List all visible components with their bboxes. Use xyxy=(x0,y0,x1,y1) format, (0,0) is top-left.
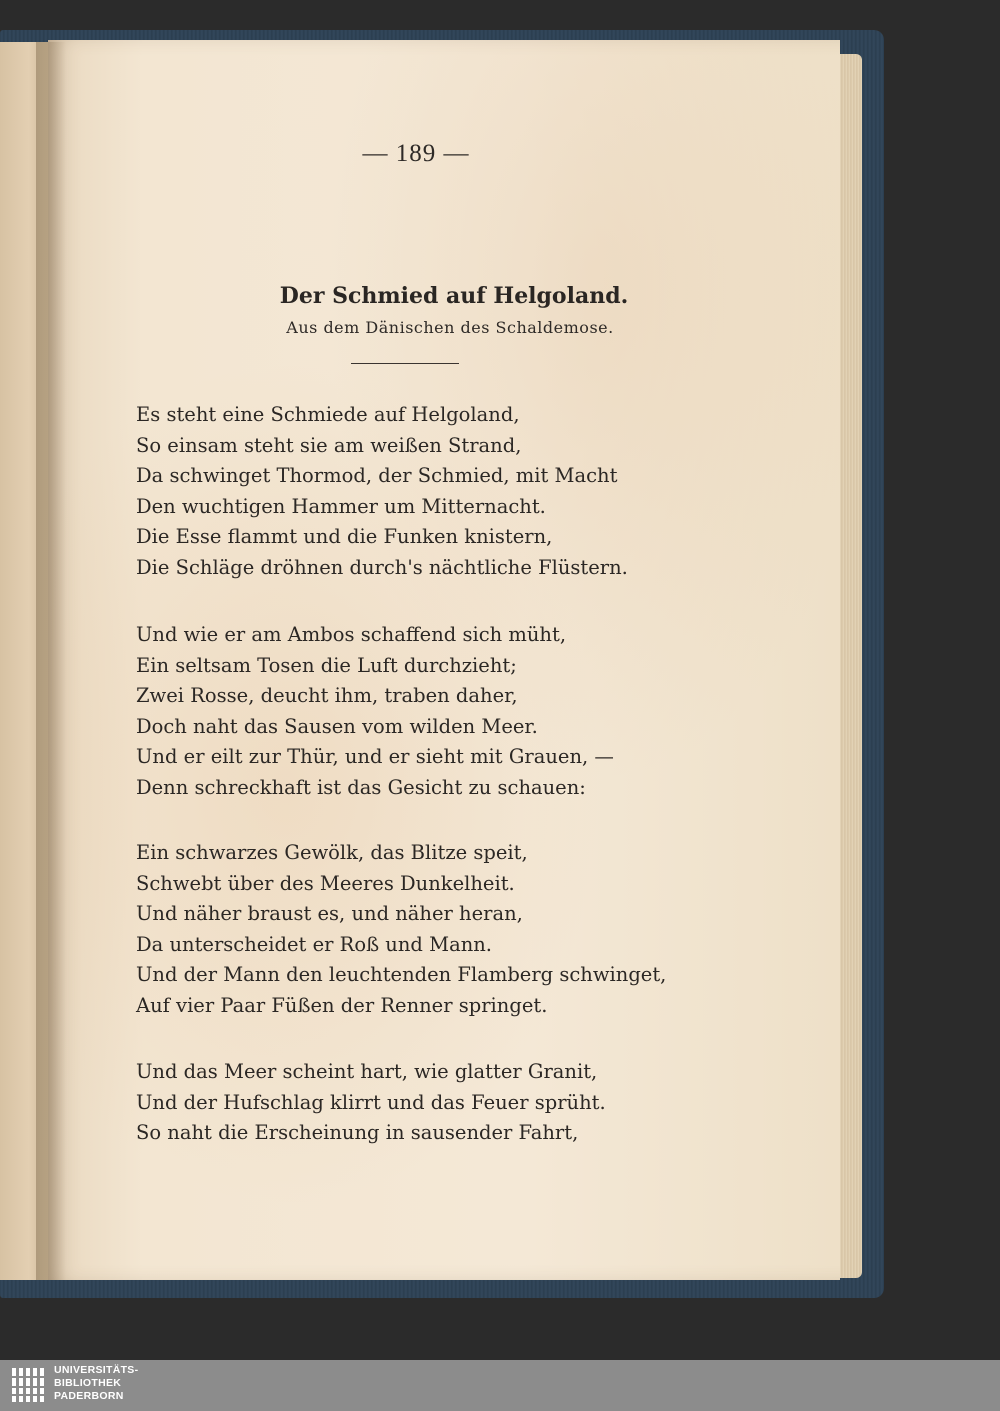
page-number: — 189 — xyxy=(362,140,470,167)
library-name xyxy=(54,1364,138,1403)
verse-line: Die Schläge dröhnen durch's nächtliche Flüstern. xyxy=(136,555,628,579)
stanza-4 xyxy=(136,1057,756,1149)
verse-line: Den wuchtigen Hammer um Mitternacht. xyxy=(136,494,546,518)
verse-line: Doch naht das Sausen vom wilden Meer. xyxy=(136,714,538,738)
verse-line: Und näher braust es, und näher heran, xyxy=(136,902,523,925)
library-footer xyxy=(0,1360,1000,1411)
university-library-logo-icon xyxy=(10,1364,46,1406)
verse-line: Ein schwarzes Gewölk, das Blitze speit, xyxy=(136,841,528,864)
stanza-2 xyxy=(136,620,756,803)
verse-line: Und das Meer scheint hart, wie glatter Granit, xyxy=(136,1060,598,1083)
poem-subtitle: Aus dem Dänischen des Schaldemose. xyxy=(286,318,614,337)
verse-line: Schwebt über des Meeres Dunkelheit. xyxy=(136,871,515,895)
verse-line: So einsam steht sie am weißen Strand, xyxy=(136,433,522,457)
verse-line: Und der Hufschlag klirrt und das Feuer sprüht. xyxy=(136,1090,606,1114)
verse-line: Ein seltsam Tosen die Luft durchzieht; xyxy=(136,653,517,677)
library-name-line: BIBLIOTHEK xyxy=(54,1377,122,1389)
verse-line: Und er eilt zur Thür, und er sieht mit Grauen, — xyxy=(136,745,614,768)
title-divider xyxy=(351,363,459,364)
stanza-1 xyxy=(136,400,756,583)
verse-line: Es steht eine Schmiede auf Helgoland, xyxy=(136,403,520,426)
library-name-line: UNIVERSITÄTS- xyxy=(54,1364,139,1376)
verse-line: Die Esse flammt und die Funken knistern, xyxy=(136,525,553,548)
verse-line: Zwei Rosse, deucht ihm, traben daher, xyxy=(136,684,518,707)
verse-line: Denn schreckhaft ist das Gesicht zu schauen: xyxy=(136,775,586,799)
verse-line: Da unterscheidet er Roß und Mann. xyxy=(136,932,493,956)
verse-line: Und der Mann den leuchtenden Flamberg schwinget, xyxy=(136,963,667,986)
verse-line: So naht die Erscheinung in sausender Fahrt, xyxy=(136,1121,579,1144)
verse-line: Und wie er am Ambos schaffend sich müht, xyxy=(136,623,567,646)
poem-title: Der Schmied auf Helgoland. xyxy=(279,283,629,309)
library-name-line: PADERBORN xyxy=(54,1390,124,1402)
verse-line: Auf vier Paar Füßen der Renner springet. xyxy=(136,993,548,1017)
stanza-3 xyxy=(136,838,756,1021)
verse-line: Da schwinget Thormod, der Schmied, mit Macht xyxy=(136,464,618,487)
book-page xyxy=(48,40,840,1280)
gutter-shadow xyxy=(36,42,66,1280)
